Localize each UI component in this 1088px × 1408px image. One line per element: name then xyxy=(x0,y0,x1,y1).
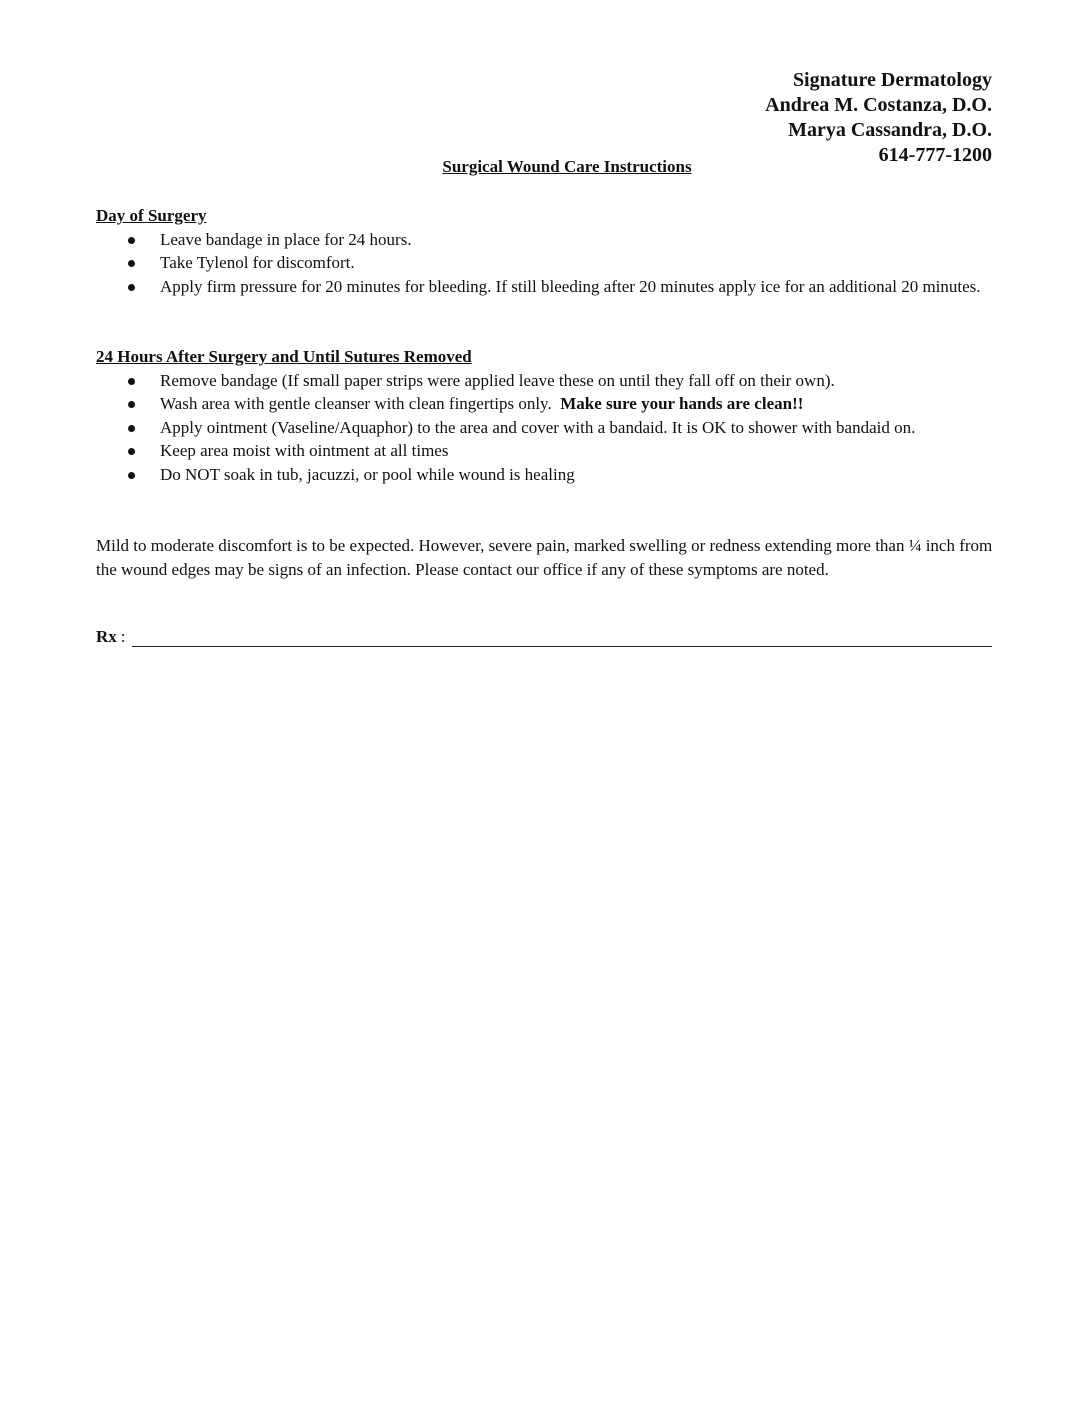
list-item-text: Do NOT soak in tub, jacuzzi, or pool while wound is healing xyxy=(160,464,575,484)
list-item xyxy=(96,439,1016,463)
list-item-text: Wash area with gentle cleanser with clean fingertips only. xyxy=(160,394,552,413)
day-of-surgery-heading: Day of Surgery xyxy=(96,206,207,225)
bullet-icon xyxy=(128,448,135,455)
bullet-icon xyxy=(128,425,135,432)
phone-number: 614-777-1200 xyxy=(878,144,992,166)
rx-line-row xyxy=(96,626,992,647)
doctor-name-2: Marya Cassandra, D.O. xyxy=(788,119,992,141)
list-item xyxy=(96,275,1016,299)
infection-warning-note: Mild to moderate discomfort is to be expected. However, severe pain, marked swelling or redness extending more than ¼ inch from the wound edges may be signs of an infection. Please contact our office if any of these symptoms are noted. xyxy=(96,536,993,579)
list-item-text: Remove bandage (If small paper strips were applied leave these on until they fall off on their own). xyxy=(160,370,835,390)
day-of-surgery-list xyxy=(96,228,1016,299)
list-item-text: Take Tylenol for discomfort. xyxy=(160,253,355,272)
bullet-icon xyxy=(128,378,135,385)
list-item-text: Keep area moist with ointment at all times xyxy=(160,441,449,460)
bullet-icon xyxy=(128,472,135,479)
list-item xyxy=(96,463,1016,487)
list-item-text: Apply ointment (Vaseline/Aquaphor) to the area and cover with a bandaid. It is OK to shower with bandaid on. xyxy=(160,417,916,437)
list-item-text: Apply firm pressure for 20 minutes for bleeding. If still bleeding after 20 minutes apply ice for an additional 20 minutes. xyxy=(160,276,981,296)
doctor-name-1: Andrea M. Costanza, D.O. xyxy=(765,94,992,116)
list-item xyxy=(96,416,1016,440)
after-surgery-heading: 24 Hours After Surgery and Until Sutures Removed xyxy=(96,347,472,366)
after-surgery-section xyxy=(96,345,1016,486)
rx-signature-line xyxy=(132,626,992,647)
bullet-icon xyxy=(128,284,135,291)
bullet-icon xyxy=(128,401,135,408)
hand-hygiene-emphasis: Make sure your hands are clean!! xyxy=(560,394,804,413)
rx-colon: : xyxy=(120,627,126,646)
bullet-icon xyxy=(128,260,135,267)
rx-label: Rx xyxy=(96,627,117,646)
day-of-surgery-section xyxy=(96,204,1016,298)
list-item xyxy=(96,228,1016,252)
list-item xyxy=(96,392,1016,416)
letterhead xyxy=(765,68,992,168)
list-item-text: Leave bandage in place for 24 hours. xyxy=(160,229,412,249)
list-item xyxy=(96,369,1016,393)
after-surgery-list xyxy=(96,369,1016,487)
practice-name: Signature Dermatology xyxy=(792,69,992,91)
bullet-icon xyxy=(128,237,135,244)
list-item xyxy=(96,251,1016,275)
document-title: Surgical Wound Care Instructions xyxy=(442,157,692,176)
